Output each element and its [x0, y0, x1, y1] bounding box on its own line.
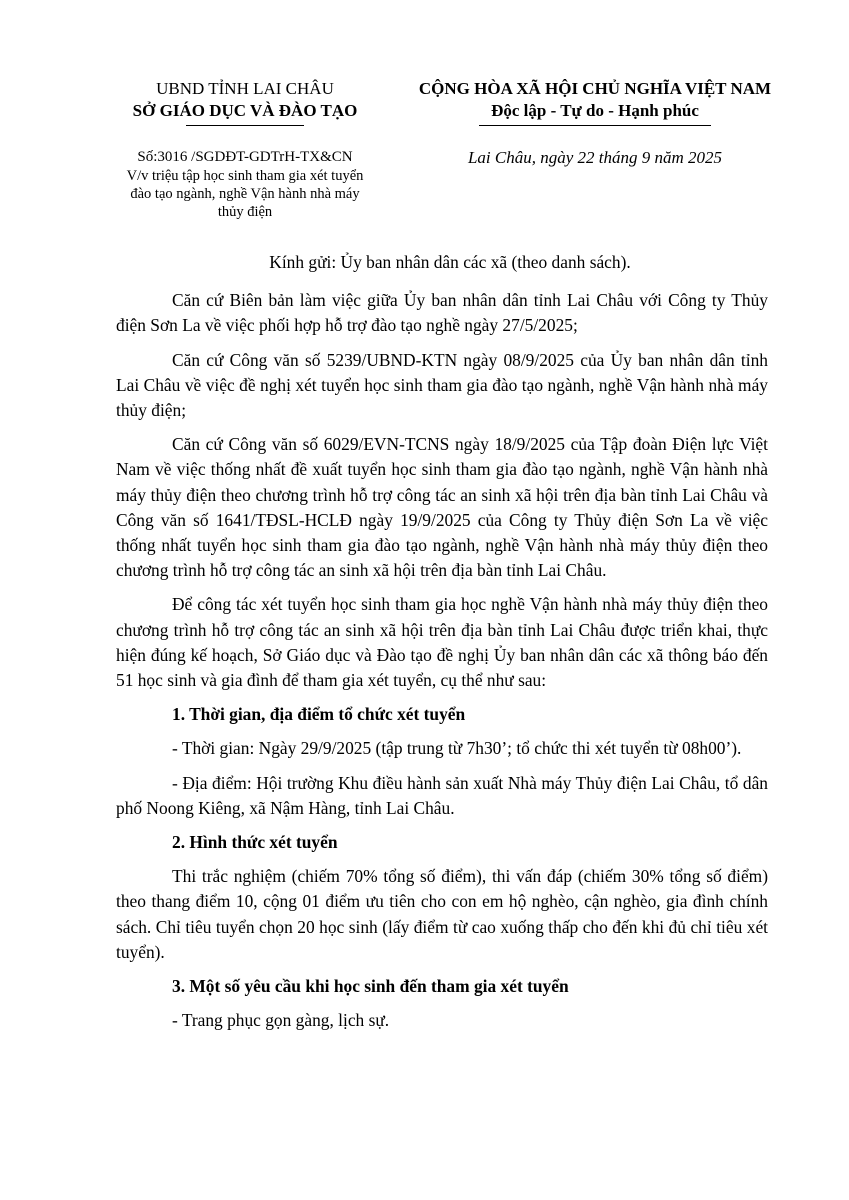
- document-number: Số:3016 /SGDĐT-GDTrH-TX&CN: [137, 149, 353, 165]
- paragraph: Thi trắc nghiệm (chiếm 70% tổng số điểm), thi vấn đáp (chiếm 30% tổng số điểm) theo thang điểm 10, cộng 01 điểm ưu tiên cho con em hộ nghèo, cận nghèo, gia đình chính sách. Chỉ tiêu tuyển chọn 20 học sinh (lấy điểm từ cao xuống thấp cho đến khi đủ chỉ tiêu xét tuyển).: [116, 866, 768, 962]
- agency-name: SỞ GIÁO DỤC VÀ ĐÀO TẠO: [132, 101, 358, 120]
- subject-line: thủy điện: [217, 204, 273, 220]
- national-title: CỘNG HÒA XÃ HỘI CHỦ NGHĨA VIỆT NAM: [418, 79, 772, 98]
- paragraph: - Địa điểm: Hội trường Khu điều hành sản xuất Nhà máy Thủy điện Lai Châu, tổ dân phố Noong Kiêng, xã Nậm Hàng, tỉnh Lai Châu.: [116, 772, 768, 818]
- issue-date: Lai Châu, ngày 22 tháng 9 năm 2025: [467, 148, 723, 167]
- section-heading: 2. Hình thức xét tuyển: [172, 832, 338, 853]
- parent-agency-name: UBND TỈNH LAI CHÂU: [156, 79, 334, 98]
- subject-line: V/v triệu tập học sinh tham gia xét tuyển: [126, 168, 364, 184]
- paragraph: Căn cứ Công văn số 6029/EVN-TCNS ngày 18/9/2025 của Tập đoàn Điện lực Việt Nam về việc thống nhất đề xuất tuyển học sinh tham gia đào tạo ngành, nghề Vận hành nhà máy thủy điện theo chương trình hỗ trợ công tác an sinh xã hội trên địa bàn tỉnh Lai Châu và Công văn số 1641/TĐSL-HCLĐ ngày 19/9/2025 của Công ty Thủy điện Sơn La về việc thống nhất tuyển học sinh tham gia đào tạo ngành, nghề Vận hành nhà máy thủy điện theo chương trình hỗ trợ công tác an sinh xã hội trên địa bàn tỉnh Lai Châu.: [116, 434, 768, 581]
- recipient-line: Kính gửi: Ủy ban nhân dân các xã (theo danh sách).: [269, 252, 631, 272]
- document-subject: [95, 167, 395, 221]
- paragraph: - Thời gian: Ngày 29/9/2025 (tập trung từ 7h30’; tổ chức thi xét tuyển từ 08h00’).: [172, 738, 742, 759]
- section-heading: 1. Thời gian, địa điểm tổ chức xét tuyển: [172, 704, 466, 725]
- paragraph: Căn cứ Công văn số 5239/UBND-KTN ngày 08/9/2025 của Ủy ban nhân dân tỉnh Lai Châu về việc đề nghị xét tuyển học sinh tham gia đào tạo ngành, nghề Vận hành nhà máy thủy điện;: [116, 349, 768, 421]
- subject-line: đào tạo ngành, nghề Vận hành nhà máy: [130, 186, 360, 202]
- paragraph: - Trang phục gọn gàng, lịch sự.: [172, 1010, 390, 1031]
- agency-underline: [186, 125, 304, 126]
- paragraph: Để công tác xét tuyển học sinh tham gia học nghề Vận hành nhà máy thủy điện theo chương trình hỗ trợ công tác an sinh xã hội trên địa bàn tỉnh Lai Châu được triển khai, thực hiện đúng kế hoạch, Sở Giáo dục và Đào tạo đề nghị Ủy ban nhân dân các xã thông báo đến 51 học sinh và gia đình để tham gia xét tuyển, cụ thể như sau:: [116, 594, 768, 691]
- motto-underline: [479, 125, 711, 126]
- section-heading: 3. Một số yêu cầu khi học sinh đến tham gia xét tuyển: [172, 976, 569, 997]
- paragraph: Căn cứ Biên bản làm việc giữa Ủy ban nhân dân tỉnh Lai Châu với Công ty Thủy điện Sơn La về việc phối hợp hỗ trợ đào tạo nghề ngày 27/5/2025;: [116, 290, 768, 336]
- document-body: [116, 250, 768, 1042]
- national-motto-block: [385, 78, 805, 126]
- national-motto: Độc lập - Tự do - Hạnh phúc: [491, 101, 699, 120]
- issuing-agency-block: [100, 78, 390, 126]
